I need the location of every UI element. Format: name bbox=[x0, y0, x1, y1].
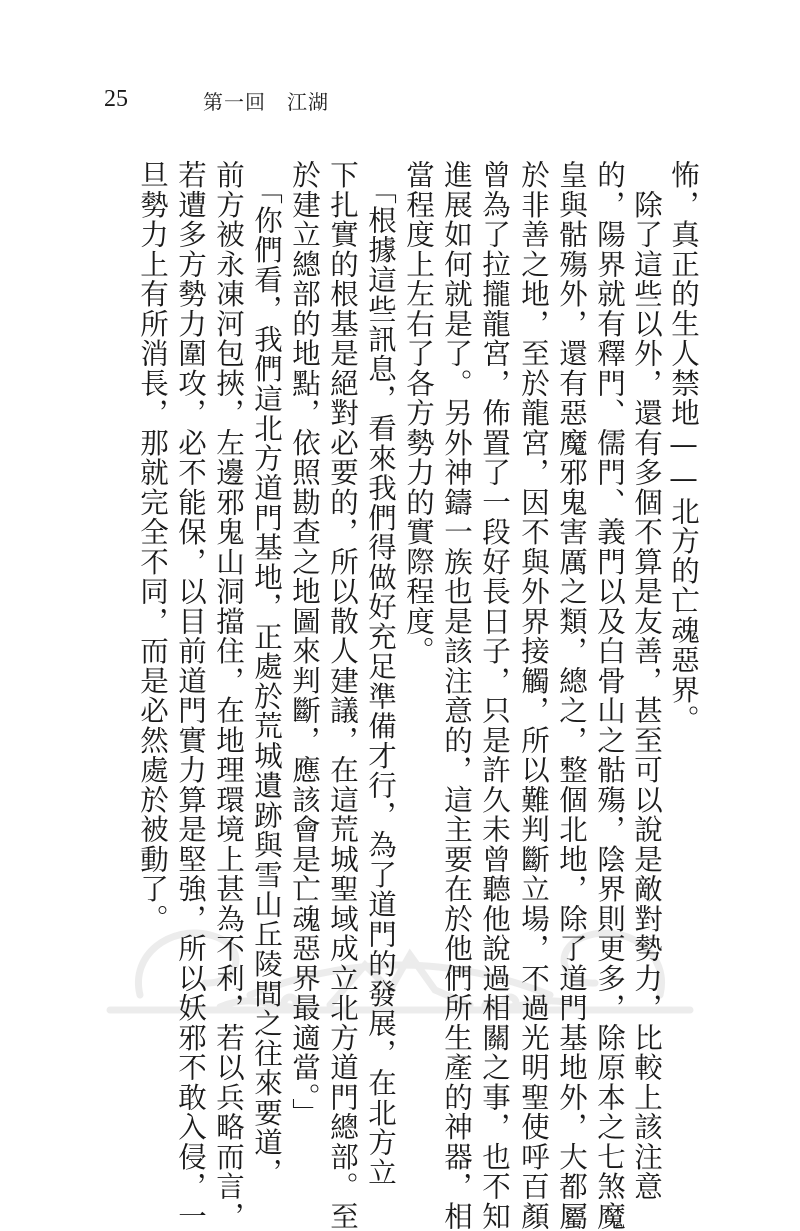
text-column: 的，陽界就有釋門、儒門、義門以及白骨山之骷殤，陰界則更多，除原本之七煞魔 bbox=[593, 160, 626, 1231]
chapter-title: 第一回 江湖 bbox=[203, 90, 329, 114]
page-number: 25 bbox=[104, 86, 128, 112]
text-column: 「根據這些訊息，看來我們得做好充足準備才行，為了道門的發展，在北方立 bbox=[364, 160, 397, 1187]
text-column: 若遭多方勢力圍攻，必不能保，以目前道門實力算是堅強，所以妖邪不敢入侵，一 bbox=[174, 160, 207, 1231]
text-column: 怖，真正的生人禁地——北方的亡魂惡界。 bbox=[667, 160, 700, 735]
text-column: 旦勢力上有所消長，那就完全不同，而是必然處於被動了。 bbox=[136, 160, 169, 934]
text-column: 前方被永凍河包挾，左邊邪鬼山洞擋住，在地理環境上甚為不利，若以兵略而言， bbox=[212, 160, 245, 1231]
text-column: 於建立總部的地點，依照勘查之地圖來判斷，應該會是亡魂惡界最適當。」 bbox=[288, 160, 321, 1128]
text-column: 進展如何就是了。另外神鑄一族也是該注意的，這主要在於他們所生產的神器，相 bbox=[440, 160, 473, 1231]
text-column: 下扎實的根基是絕對必要的，所以散人建議，在這荒城聖域成立北方道門總部。至 bbox=[326, 160, 359, 1231]
text-column: 「你們看，我們這北方道門基地，正處於荒城遺跡與雪山丘陵間之往來要道， bbox=[250, 160, 283, 1187]
text-column: 於非善之地，至於龍宮，因不與外界接觸，所以難判斷立場，不過光明聖使呼百顏 bbox=[517, 160, 550, 1231]
text-column: 曾為了拉攏龍宮，佈置了一段好長日子，只是許久未曾聽他說過相關之事，也不知 bbox=[478, 160, 511, 1231]
text-column: 當程度上左右了各方勢力的實際程度。 bbox=[402, 160, 435, 666]
text-column: 除了這些以外，還有多個不算是友善，甚至可以說是敵對勢力，比較上該注意 bbox=[630, 160, 663, 1202]
text-column: 皇與骷殤外，還有惡魔邪鬼害厲之類，總之，整個北地，除了道門基地外，大都屬 bbox=[555, 160, 588, 1231]
